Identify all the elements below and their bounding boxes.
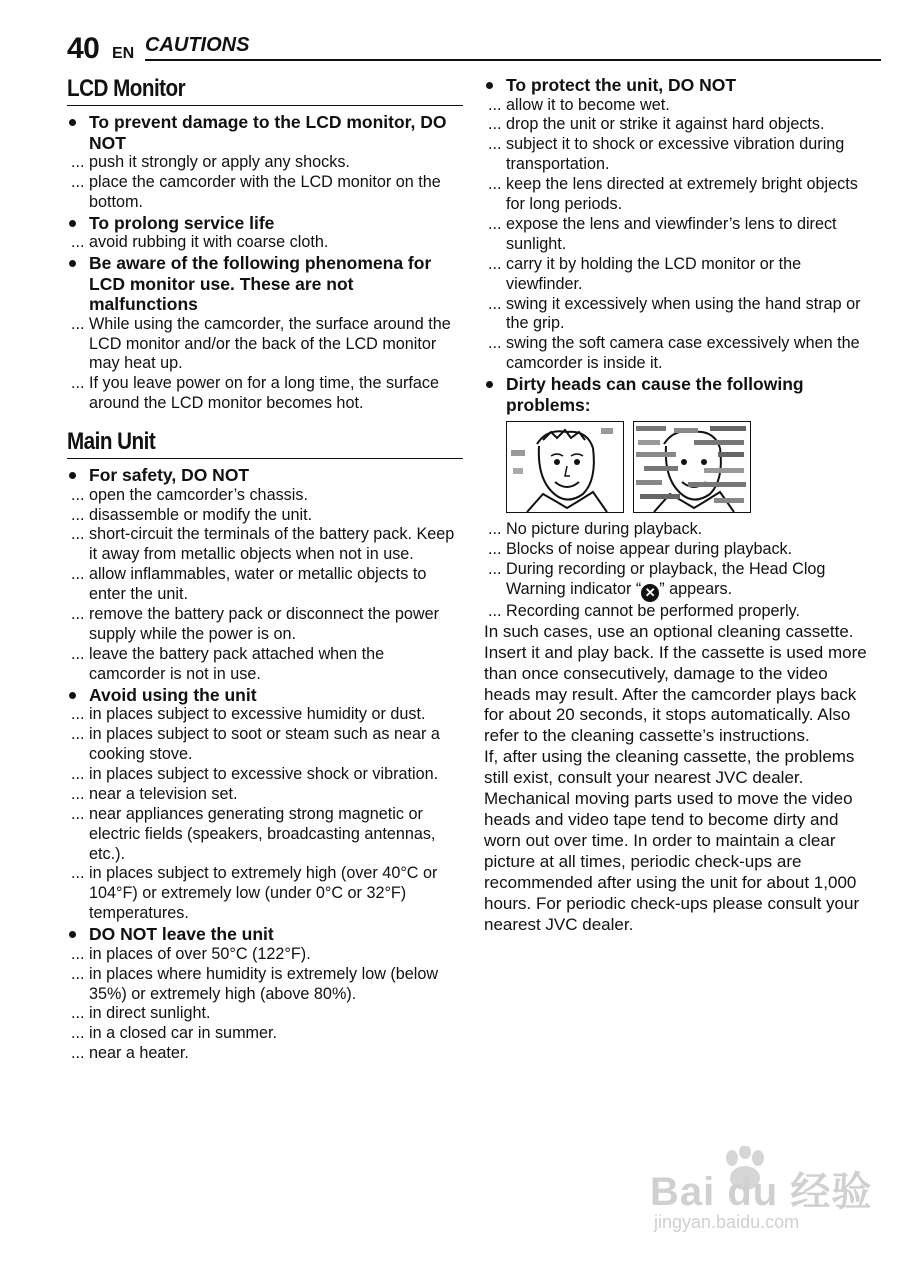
list-item: ... allow inflammables, water or metallic objects to enter the unit. xyxy=(67,565,463,605)
list-item: ... in a closed car in summer. xyxy=(67,1024,463,1044)
page-number: 40 xyxy=(67,32,100,65)
list-item-head-clog xyxy=(484,560,876,602)
language-label: EN xyxy=(112,45,135,62)
main-bullet-do-not-leave: DO NOT leave the unit xyxy=(67,924,463,945)
list-item: ... leave the battery pack attached when the camcorder is not in use. xyxy=(67,645,463,685)
list-item: ... short-circuit the terminals of the battery pack. Keep it away from metallic objects when not in use. xyxy=(67,525,463,565)
list-item: ... avoid rubbing it with coarse cloth. xyxy=(67,233,463,253)
lcd-monitor-heading: LCD Monitor xyxy=(67,75,186,102)
paragraph: Mechanical moving parts used to move the video heads and video tape tend to become dirty and worn out over time. In order to maintain a clear picture at all times, periodic check-ups are recommended after using the unit for about 1,000 hours. For periodic check-ups please consult your nearest JVC dealer. xyxy=(484,789,860,934)
page-header xyxy=(67,32,881,65)
list-item: ... place the camcorder with the LCD monitor on the bottom. xyxy=(67,173,463,213)
lcd-bullet-damage: To prevent damage to the LCD monitor, DO NOT xyxy=(67,112,463,153)
list-item: ... in places where humidity is extremely low (below 35%) or extremely high (above 80%). xyxy=(67,965,463,1005)
list-item: ... carry it by holding the LCD monitor or the viewfinder. xyxy=(484,255,876,295)
clean-picture-illustration xyxy=(506,421,624,513)
list-item: ... While using the camcorder, the surface around the LCD monitor and/or the back of the LCD monitor may heat up. xyxy=(67,315,463,375)
head-clog-warning-icon: ✕ xyxy=(641,584,659,602)
clog-text-pre: During recording or playback, the Head Clog Warning indicator “ xyxy=(506,560,826,598)
list-item: ... near a heater. xyxy=(67,1044,463,1064)
list-item: ... keep the lens directed at extremely bright objects for long periods. xyxy=(484,175,876,215)
list-item: ... allow it to become wet. xyxy=(484,96,876,116)
watermark xyxy=(650,1150,880,1240)
list-item: ... Blocks of noise appear during playback. xyxy=(484,540,876,560)
list-item: ... drop the unit or strike it against hard objects. xyxy=(484,115,876,135)
list-item: ... push it strongly or apply any shocks. xyxy=(67,153,463,173)
list-item: ... near appliances generating strong magnetic or electric fields (speakers, broadcasting antennas, etc.). xyxy=(67,805,463,865)
list-item: ... in direct sunlight. xyxy=(67,1004,463,1024)
protect-bullet: To protect the unit, DO NOT xyxy=(484,75,876,96)
list-item: ... in places subject to extremely high (over 40°C or 104°F) or extremely low (under 0°C or 32°F) temperatures. xyxy=(67,864,463,924)
lcd-bullet-service-life: To prolong service life xyxy=(67,213,463,234)
paragraph: In such cases, use an optional cleaning cassette. Insert it and play back. If the cassette is used more than once consecutively, damage to the video heads may result. After the camcorder plays back for about 20 seconds, it stops automatically. Also refer to the cleaning cassette’s instructions. xyxy=(484,621,867,746)
list-item: ... in places subject to soot or steam such as near a cooking stove. xyxy=(67,725,463,765)
list-item: ... Recording cannot be performed properly. xyxy=(484,602,876,622)
left-column xyxy=(67,75,463,1064)
dirty-heads-bullet: Dirty heads can cause the following problems: xyxy=(484,374,876,415)
illustrations xyxy=(506,421,876,513)
heading-rule xyxy=(67,458,463,459)
noisy-picture-illustration xyxy=(633,421,751,513)
list-item: ... swing the soft camera case excessively when the camcorder is inside it. xyxy=(484,334,876,374)
list-item: ... near a television set. xyxy=(67,785,463,805)
list-item: ... in places subject to excessive shock or vibration. xyxy=(67,765,463,785)
paragraph: If, after using the cleaning cassette, the problems still exist, consult your nearest JVC dealer. xyxy=(484,747,855,788)
main-bullet-safety: For safety, DO NOT xyxy=(67,465,463,486)
list-item: ... in places of over 50°C (122°F). xyxy=(67,945,463,965)
section-label: CAUTIONS xyxy=(145,34,250,56)
heading-rule xyxy=(67,105,463,106)
list-item: ... swing it excessively when using the hand strap or the grip. xyxy=(484,295,876,335)
clog-text-post: ” appears. xyxy=(659,579,733,598)
main-unit-heading: Main Unit xyxy=(67,428,156,456)
header-rule xyxy=(145,59,881,61)
list-item: ... expose the lens and viewfinder’s lens to direct sunlight. xyxy=(484,215,876,255)
lcd-bullet-phenomena: Be aware of the following phenomena for LCD monitor use. These are not malfunctions xyxy=(67,253,463,315)
main-bullet-avoid: Avoid using the unit xyxy=(67,685,463,706)
list-item: ... subject it to shock or excessive vibration during transportation. xyxy=(484,135,876,175)
list-item: ... remove the battery pack or disconnect the power supply while the power is on. xyxy=(67,605,463,645)
watermark-main: Bai du 经验 xyxy=(650,1170,873,1214)
watermark-url: jingyan.baidu.com xyxy=(654,1212,800,1232)
right-column xyxy=(484,75,876,935)
list-item: ... No picture during playback. xyxy=(484,520,876,540)
list-item: ... in places subject to excessive humidity or dust. xyxy=(67,705,463,725)
list-item: ... disassemble or modify the unit. xyxy=(67,506,463,526)
list-item: ... open the camcorder’s chassis. xyxy=(67,486,463,506)
list-item: ... If you leave power on for a long time, the surface around the LCD monitor becomes hot. xyxy=(67,374,463,414)
